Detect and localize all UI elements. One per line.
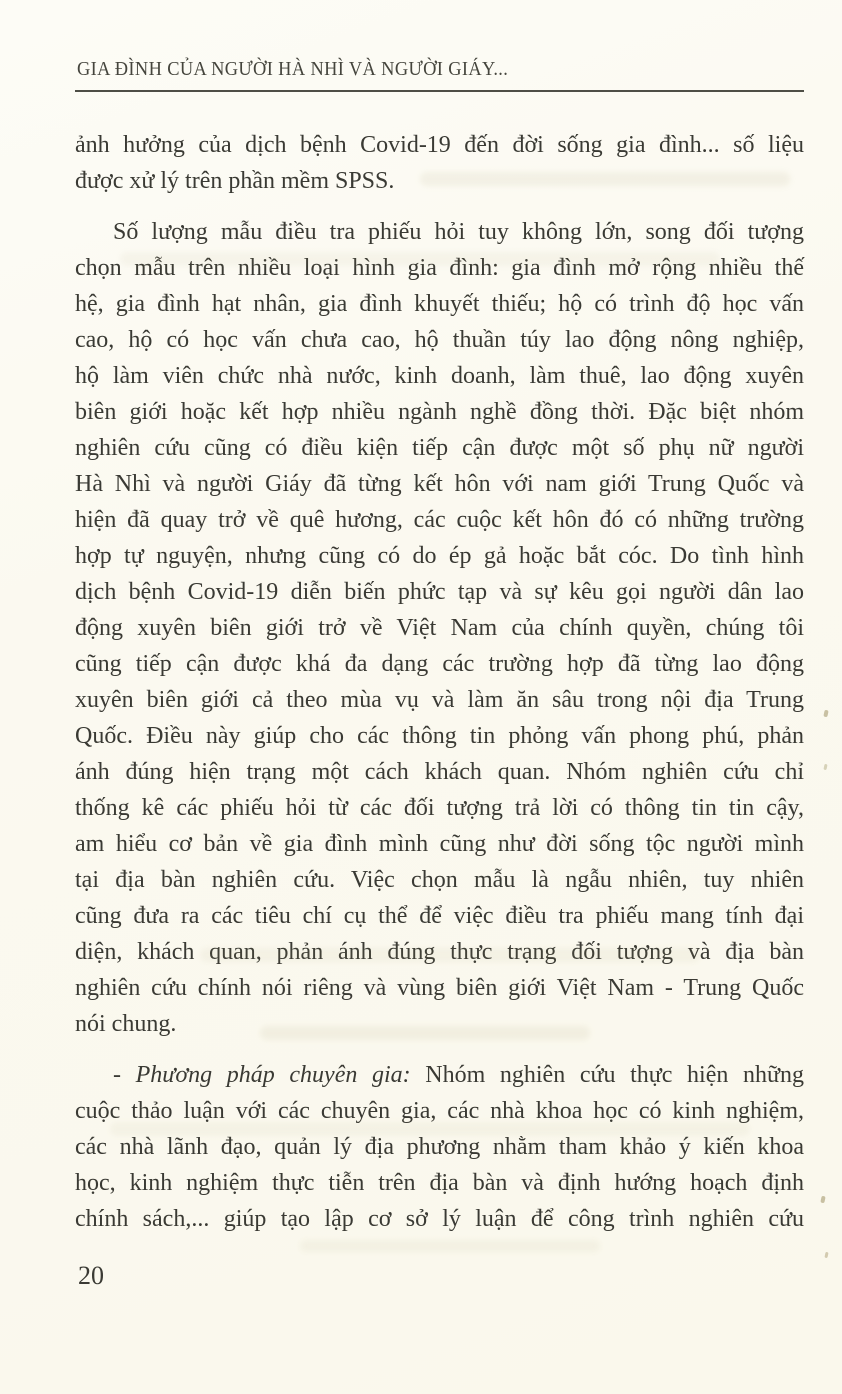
text-line: được xử lý trên phần mềm SPSS. <box>75 168 395 194</box>
text-line: hiện đã quay trở về quê hương, các cuộc kết hôn đó có những trường <box>75 507 804 533</box>
text-line: am hiểu cơ bản về gia đình mình cũng như đời sống tộc người mình <box>75 831 804 857</box>
text-line: ảnh hưởng của dịch bệnh Covid-19 đến đời sống gia đình... số liệu <box>75 132 804 158</box>
bleed-through-artifact <box>260 1026 590 1040</box>
scan-speck <box>824 1252 828 1258</box>
text-line: các nhà lãnh đạo, quản lý địa phương nhằm tham khảo ý kiến khoa <box>75 1134 804 1160</box>
text-line: cuộc thảo luận với các chuyên gia, các nhà khoa học có kinh nghiệm, <box>75 1098 804 1124</box>
running-header: GIA ĐÌNH CỦA NGƯỜI HÀ NHÌ VÀ NGƯỜI GIÁY... <box>77 58 509 80</box>
page-number: 20 <box>78 1261 104 1290</box>
text-line: chính sách,... giúp tạo lập cơ sở lý luận để công trình nghiên cứu <box>75 1206 804 1232</box>
bleed-through-artifact <box>300 1240 600 1252</box>
body-text <box>75 127 804 1237</box>
text-line: diện, khách quan, phản ánh đúng thực trạng đối tượng và địa bàn <box>75 939 804 965</box>
text-line: xuyên biên giới cả theo mùa vụ và làm ăn sâu trong nội địa Trung <box>75 687 804 713</box>
scan-speck <box>823 710 828 718</box>
text-line: hệ, gia đình hạt nhân, gia đình khuyết thiếu; hộ có trình độ học vấn <box>75 291 804 317</box>
text-line: động xuyên biên giới trở về Việt Nam của chính quyền, chúng tôi <box>75 615 804 641</box>
paragraph <box>75 1057 804 1237</box>
text-line: cũng tiếp cận được khá đa dạng các trường hợp đã từng lao động <box>75 651 804 677</box>
text-line: nghiên cứu chính nói riêng và vùng biên giới Việt Nam - Trung Quốc <box>75 975 804 1001</box>
text-line: - Phương pháp chuyên gia: Nhóm nghiên cứu thực hiện những <box>113 1062 804 1088</box>
text-line: Số lượng mẫu điều tra phiếu hỏi tuy không lớn, song đối tượng <box>113 219 804 245</box>
paragraph <box>75 214 804 1042</box>
text-line: cũng đưa ra các tiêu chí cụ thể để việc điều tra phiếu mang tính đại <box>75 903 804 929</box>
text-line: Quốc. Điều này giúp cho các thông tin phỏng vấn phong phú, phản <box>75 723 804 749</box>
text-line: tại địa bàn nghiên cứu. Việc chọn mẫu là ngẫu nhiên, tuy nhiên <box>75 867 804 893</box>
text-line: nói chung. <box>75 1011 177 1037</box>
paragraph <box>75 127 804 199</box>
text-line: học, kinh nghiệm thực tiễn trên địa bàn và định hướng hoạch định <box>75 1170 804 1196</box>
text-line: dịch bệnh Covid-19 diễn biến phức tạp và sự kêu gọi người dân lao <box>75 579 804 605</box>
text-line: thống kê các phiếu hỏi từ các đối tượng trả lời có thông tin tin cậy, <box>75 795 804 821</box>
text-line: ánh đúng hiện trạng một cách khách quan. Nhóm nghiên cứu chỉ <box>75 759 804 785</box>
header-rule <box>75 90 804 92</box>
text-line: chọn mẫu trên nhiều loại hình gia đình: gia đình mở rộng nhiều thế <box>75 255 804 281</box>
bleed-through-artifact <box>200 948 700 962</box>
text-line: hộ làm viên chức nhà nước, kinh doanh, làm thuê, lao động xuyên <box>75 363 804 389</box>
bleed-through-artifact <box>420 172 790 186</box>
text-line: cao, hộ có học vấn chưa cao, hộ thuần túy lao động nông nghiệp, <box>75 327 804 353</box>
scan-speck <box>823 764 827 770</box>
text-line: Hà Nhì và người Giáy đã từng kết hôn với nam giới Trung Quốc và <box>75 471 804 497</box>
bleed-through-artifact <box>120 252 720 266</box>
scan-speck <box>820 1196 825 1204</box>
text-line: hợp tự nguyện, nhưng cũng có do ép gả hoặc bắt cóc. Do tình hình <box>75 543 804 569</box>
text-line: nghiên cứu cũng có điều kiện tiếp cận được một số phụ nữ người <box>75 435 804 461</box>
text-line: biên giới hoặc kết hợp nhiều ngành nghề đồng thời. Đặc biệt nhóm <box>75 399 804 425</box>
italic-phrase: Phương pháp chuyên gia: <box>135 1062 411 1088</box>
bleed-through-artifact <box>110 1122 750 1136</box>
